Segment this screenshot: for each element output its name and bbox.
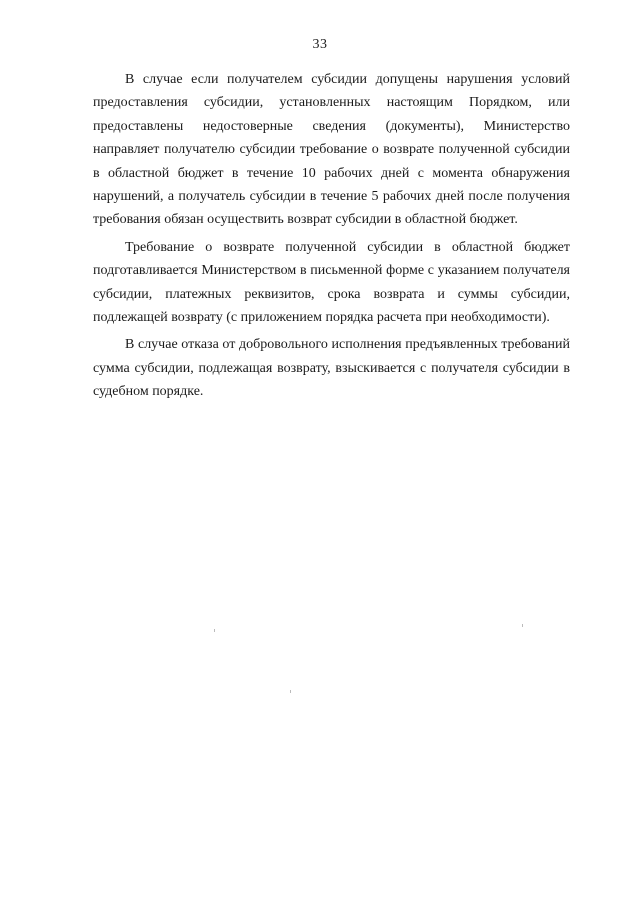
body-text xyxy=(93,68,570,408)
paragraph-court-recovery: В случае отказа от добровольного исполнения предъявленных требований сумма субсидии, подлежащая возврату, взыскивается с получателя субсидии в судебном порядке. xyxy=(93,337,570,400)
scan-speck xyxy=(290,690,291,693)
paragraph-refund-requirement: Требование о возврате полученной субсидии в областной бюджет подготавливается Министерством в письменной форме с указанием получателя субсидии, платежных реквизитов, срока возврата и суммы субсидии, подлежащей возврату (с приложением порядка расчета при необходимости). xyxy=(93,239,570,326)
page-number: 33 xyxy=(312,37,328,52)
scan-speck xyxy=(214,629,215,632)
scan-speck xyxy=(522,624,523,627)
paragraph-refund-conditions: В случае если получателем субсидии допущены нарушения условий предоставления субсидии, установленных настоящим Порядком, или предоставлены недостоверные сведения (документы), Министерство направляет получателю субсидии требование о возврате полученной субсидии в областной бюджет в течение 10 рабочих дней с момента обнаружения нарушений, а получатель субсидии в течение 5 рабочих дней после получения требования обязан осуществить возврат субсидии в областной бюджет. xyxy=(93,72,570,228)
